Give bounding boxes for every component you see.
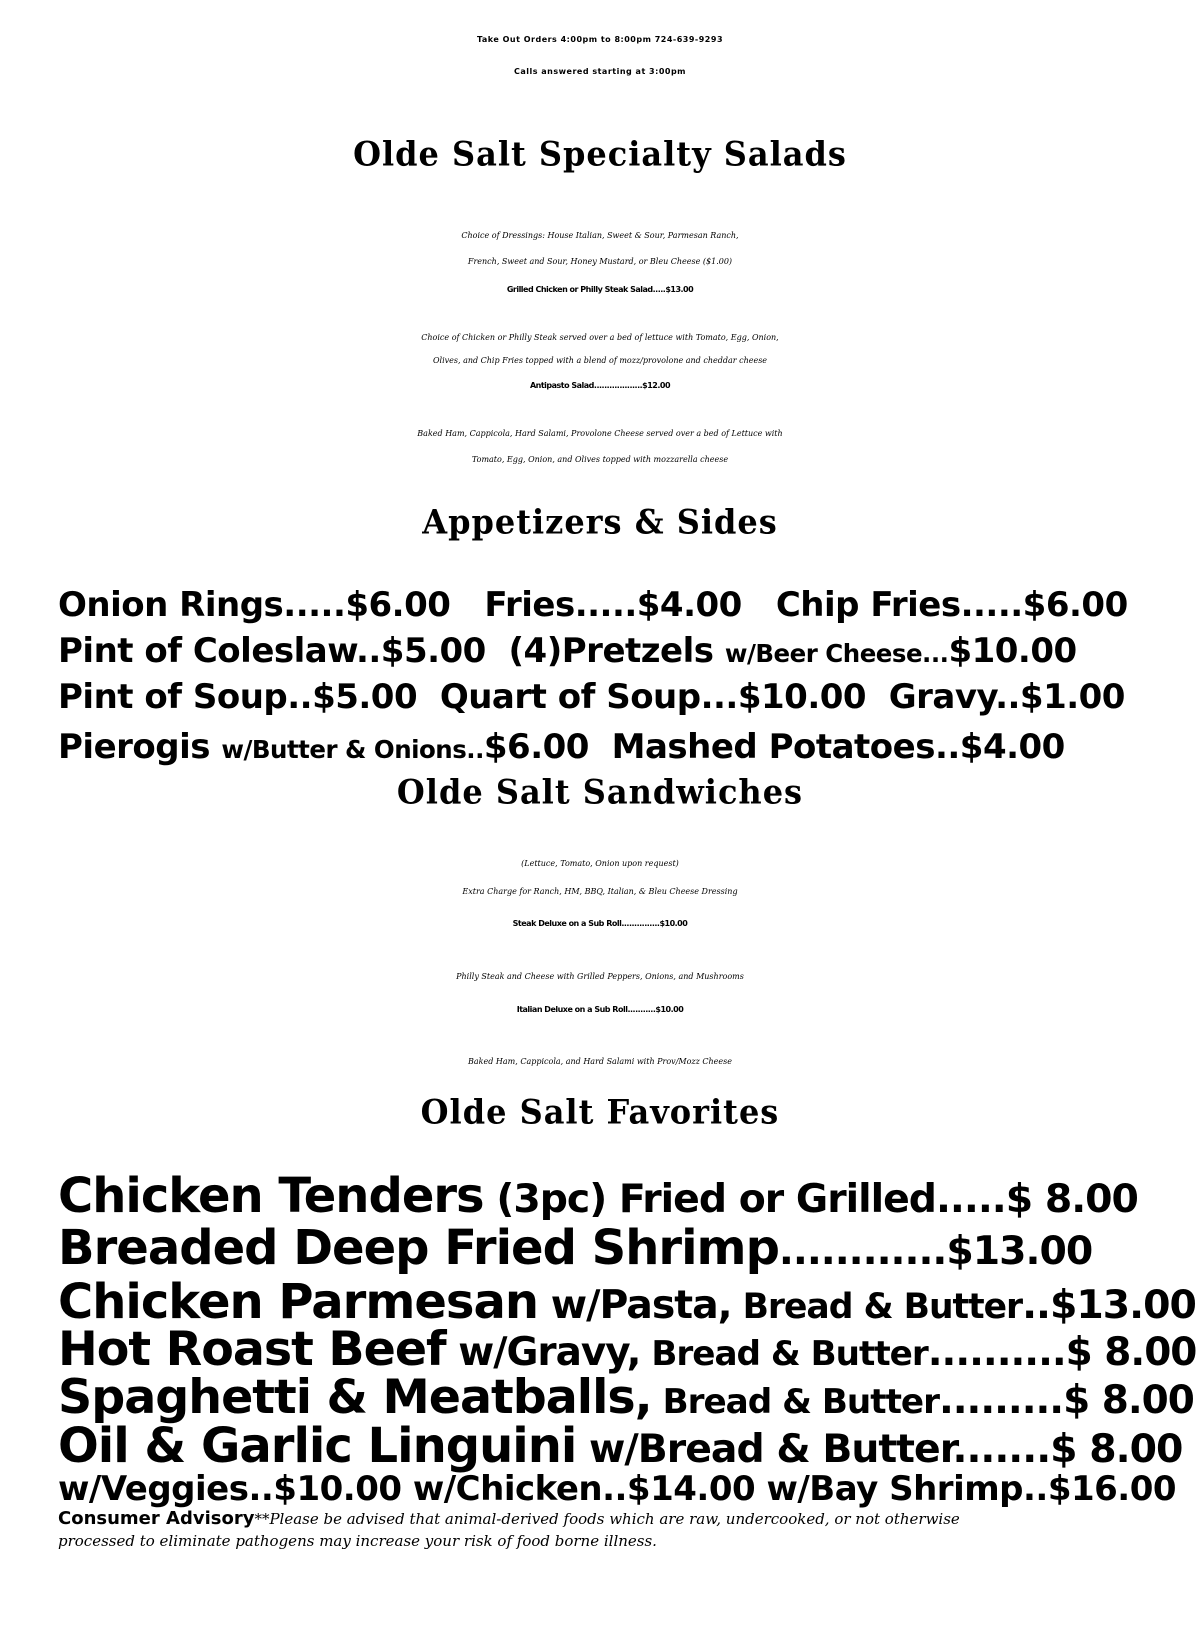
salad-desc-1b: Olives, and Chip Fries topped with a blend of mozz/provolone and cheddar cheese	[432, 356, 768, 365]
item-leader: ...................	[593, 381, 643, 390]
calls-answered-line: Calls answered starting at 3:00pm	[513, 67, 687, 76]
fries-item: Fries.....$4.00	[484, 585, 742, 625]
item-leader: .......	[952, 1426, 1051, 1472]
appetizer-row-4	[58, 727, 1065, 767]
appetizer-row-1	[58, 585, 1128, 625]
coleslaw-item: Pint of Coleslaw..$5.00	[58, 631, 486, 671]
salad-desc-2a: Baked Ham, Cappicola, Hard Salami, Provolone Cheese served over a bed of Lettuce with	[417, 429, 783, 438]
sandwich-desc-1: Philly Steak and Cheese with Grilled Peppers, Onions, and Mushrooms	[456, 972, 744, 981]
item-leader: ............	[778, 1228, 947, 1274]
item-name: Antipasto Salad	[529, 381, 594, 390]
favorite-item-roast-beef	[58, 1322, 1197, 1377]
linguini-addons: w/Veggies..$10.00 w/Chicken..$14.00 w/Bay Shrimp..$16.00	[58, 1469, 1177, 1509]
chip-fries-item: Chip Fries.....$6.00	[775, 585, 1128, 625]
item-leader: ...............	[621, 919, 660, 928]
favorites-title: Olde Salt Favorites	[420, 1092, 780, 1132]
item-extra: Bread & Butter	[731, 1287, 1023, 1327]
item-price: $13.00	[665, 285, 694, 294]
sandwich-item-steak-deluxe	[0, 920, 1200, 928]
appetizers-title: Appetizers & Sides	[422, 502, 778, 542]
item-price: $10.00	[659, 919, 688, 928]
item-name: Spaghetti & Meatballs,	[58, 1370, 652, 1425]
quart-soup-item: Quart of Soup...$10.00	[439, 677, 867, 717]
item-detail: w/Pasta,	[538, 1282, 732, 1328]
favorite-item-chicken-tenders	[58, 1168, 1138, 1224]
item-name: Chicken Parmesan	[58, 1274, 539, 1330]
advisory-line-1: Please be advised that animal-derived foods which are raw, undercooked, or not otherwise	[269, 1510, 960, 1528]
item-leader: ..	[1022, 1282, 1050, 1328]
sandwiches-title: Olde Salt Sandwiches	[396, 772, 804, 812]
favorite-item-chicken-parmesan	[58, 1274, 1196, 1330]
item-detail: w/Bread & Butter	[576, 1426, 953, 1472]
item-name: Steak Deluxe on a Sub Roll	[512, 919, 622, 928]
item-price: $ 8.00	[1065, 1330, 1197, 1375]
item-price: $13.00	[946, 1228, 1093, 1274]
item-detail: w/Gravy,	[445, 1330, 641, 1375]
item-price: $ 8.00	[1005, 1176, 1138, 1222]
pierogis-price: $6.00	[483, 727, 589, 767]
appetizer-row-3	[58, 677, 1125, 717]
item-leader: ...........	[627, 1005, 656, 1014]
sandwich-desc-2: Baked Ham, Cappicola, and Hard Salami with Prov/Mozz Cheese	[468, 1057, 732, 1066]
favorite-item-shrimp	[58, 1220, 1093, 1276]
pierogis-note: w/Butter & Onions..	[221, 735, 484, 764]
pint-soup-item: Pint of Soup..$5.00	[58, 677, 418, 717]
item-name: Grilled Chicken or Philly Steak Salad	[506, 285, 653, 294]
pretzels-item: (4)Pretzels	[508, 631, 714, 671]
dressings-line-2: French, Sweet and Sour, Honey Mustard, or Bleu Cheese ($1.00)	[467, 257, 733, 266]
advisory-stars: **	[254, 1510, 270, 1528]
item-name: Italian Deluxe on a Sub Roll	[516, 1005, 628, 1014]
item-price: $10.00	[655, 1005, 684, 1014]
pretzels-price: $10.00	[948, 631, 1077, 671]
item-price: $ 8.00	[1063, 1378, 1194, 1423]
salad-desc-2b: Tomato, Egg, Onion, and Olives topped with mozzarella cheese	[471, 455, 729, 464]
item-name: Oil & Garlic Linguini	[58, 1418, 577, 1474]
item-leader: .........	[938, 1378, 1064, 1423]
favorite-item-spaghetti	[58, 1370, 1194, 1425]
item-extra: Bread & Butter	[640, 1334, 928, 1374]
item-leader: .....	[935, 1176, 1006, 1222]
item-detail: (3pc) Fried or Grilled	[483, 1176, 936, 1222]
salad-desc-1a: Choice of Chicken or Philly Steak served over a bed of lettuce with Tomato, Egg, Onion,	[421, 333, 779, 342]
favorite-item-linguini	[58, 1418, 1183, 1474]
gravy-item: Gravy..$1.00	[888, 677, 1125, 717]
dressings-line-1: Choice of Dressings: House Italian, Sweet & Sour, Parmesan Ranch,	[461, 231, 739, 240]
sandwich-note-1: (Lettuce, Tomato, Onion upon request)	[521, 859, 679, 868]
item-name: Chicken Tenders	[58, 1168, 484, 1224]
takeout-hours-phone: Take Out Orders 4:00pm to 8:00pm 724-639-9293	[476, 35, 724, 44]
pretzels-note: w/Beer Cheese...	[724, 639, 949, 668]
advisory-line-2: processed to eliminate pathogens may increase your risk of food borne illness.	[58, 1532, 657, 1550]
sandwich-note-2: Extra Charge for Ranch, HM, BBQ, Italian, & Bleu Cheese Dressing	[462, 887, 738, 896]
item-extra: Bread & Butter	[651, 1382, 939, 1422]
salads-title: Olde Salt Specialty Salads	[353, 134, 847, 174]
item-leader: .....	[652, 285, 666, 294]
item-price: $ 8.00	[1050, 1426, 1183, 1472]
item-name: Breaded Deep Fried Shrimp	[58, 1220, 779, 1276]
item-leader: ..........	[927, 1330, 1066, 1375]
item-name: Hot Roast Beef	[58, 1322, 446, 1377]
consumer-advisory	[58, 1510, 960, 1528]
salad-item-grilled-chicken	[0, 286, 1200, 294]
pierogis-item: Pierogis	[58, 727, 210, 767]
mashed-potatoes-item: Mashed Potatoes..$4.00	[611, 727, 1065, 767]
advisory-label: Consumer Advisory	[58, 1508, 255, 1529]
salad-item-antipasto	[0, 382, 1200, 390]
sandwich-item-italian-deluxe	[0, 1006, 1200, 1014]
onion-rings-item: Onion Rings.....$6.00	[58, 585, 451, 625]
item-price: $12.00	[642, 381, 671, 390]
appetizer-row-2	[58, 631, 1077, 671]
item-price: $13.00	[1049, 1282, 1196, 1328]
